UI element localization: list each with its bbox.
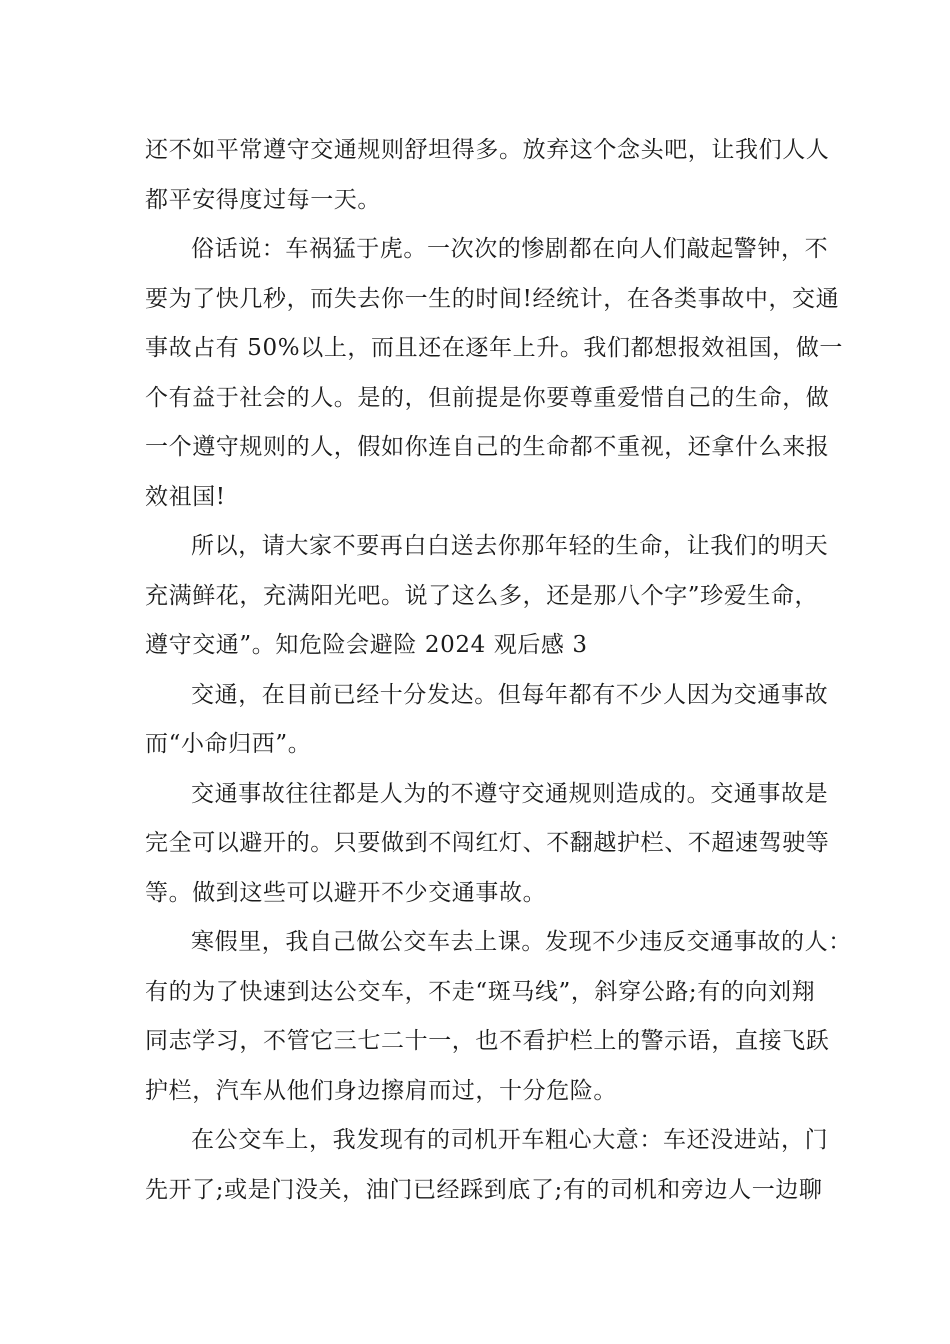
text-line: 俗话说：车祸猛于虎。一次次的惨剧都在向人们敲起警钟，不 bbox=[191, 236, 829, 262]
text-line: 交通事故往往都是人为的不遵守交通规则造成的。交通事故是 bbox=[191, 780, 829, 807]
text-line: 事故占有 50%以上，而且还在逐年上升。我们都想报效祖国，做一 bbox=[145, 335, 844, 361]
text-line: 所以，请大家不要再白白送去你那年轻的生命，让我们的明天 bbox=[191, 533, 829, 559]
text-line: 还不如平常遵守交通规则舒坦得多。放弃这个念头吧，让我们人人 bbox=[145, 137, 830, 163]
text-line: 在公交车上，我发现有的司机开车粗心大意：车还没进站，门 bbox=[191, 1127, 829, 1153]
text-line: 完全可以避开的。只要做到不闯红灯、不翻越护栏、不超速驾驶等 bbox=[145, 830, 830, 856]
text-line: 一个遵守规则的人，假如你连自己的生命都不重视，还拿什么来报 bbox=[145, 434, 830, 460]
text-line: 护栏，汽车从他们身边擦肩而过，十分危险。 bbox=[145, 1077, 617, 1104]
text-line: 先开了;或是门没关，油门已经踩到底了;有的司机和旁边人一边聊 bbox=[145, 1176, 823, 1203]
text-line: 遵守交通”。知危险会避险 2024 观后感 3 bbox=[145, 632, 588, 658]
text-line: 同志学习，不管它三七二十一，也不看护栏上的警示语，直接飞跃 bbox=[145, 1028, 830, 1054]
text-line: 要为了快几秒，而失去你一生的时间!经统计，在各类事故中，交通 bbox=[145, 285, 840, 312]
text-line: 寒假里，我自己做公交车去上课。发现不少违反交通事故的人： bbox=[191, 929, 852, 955]
text-line: 而“小命归西”。 bbox=[145, 731, 312, 757]
text-line: 效祖国! bbox=[145, 483, 226, 510]
document-body bbox=[145, 126, 852, 1215]
text-line: 个有益于社会的人。是的，但前提是你要尊重爱惜自己的生命，做 bbox=[145, 384, 830, 411]
text-line: 有的为了快速到达公交车，不走“斑马线”，斜穿公路;有的向刘翔 bbox=[145, 978, 816, 1005]
text-line: 充满鲜花，充满阳光吧。说了这么多，还是那八个字”珍爱生命， bbox=[145, 582, 819, 609]
text-line: 等。做到这些可以避开不少交通事故。 bbox=[145, 879, 547, 906]
text-line: 都平安得度过每一天。 bbox=[145, 186, 381, 213]
text-line: 交通，在目前已经十分发达。但每年都有不少人因为交通事故 bbox=[191, 681, 829, 708]
